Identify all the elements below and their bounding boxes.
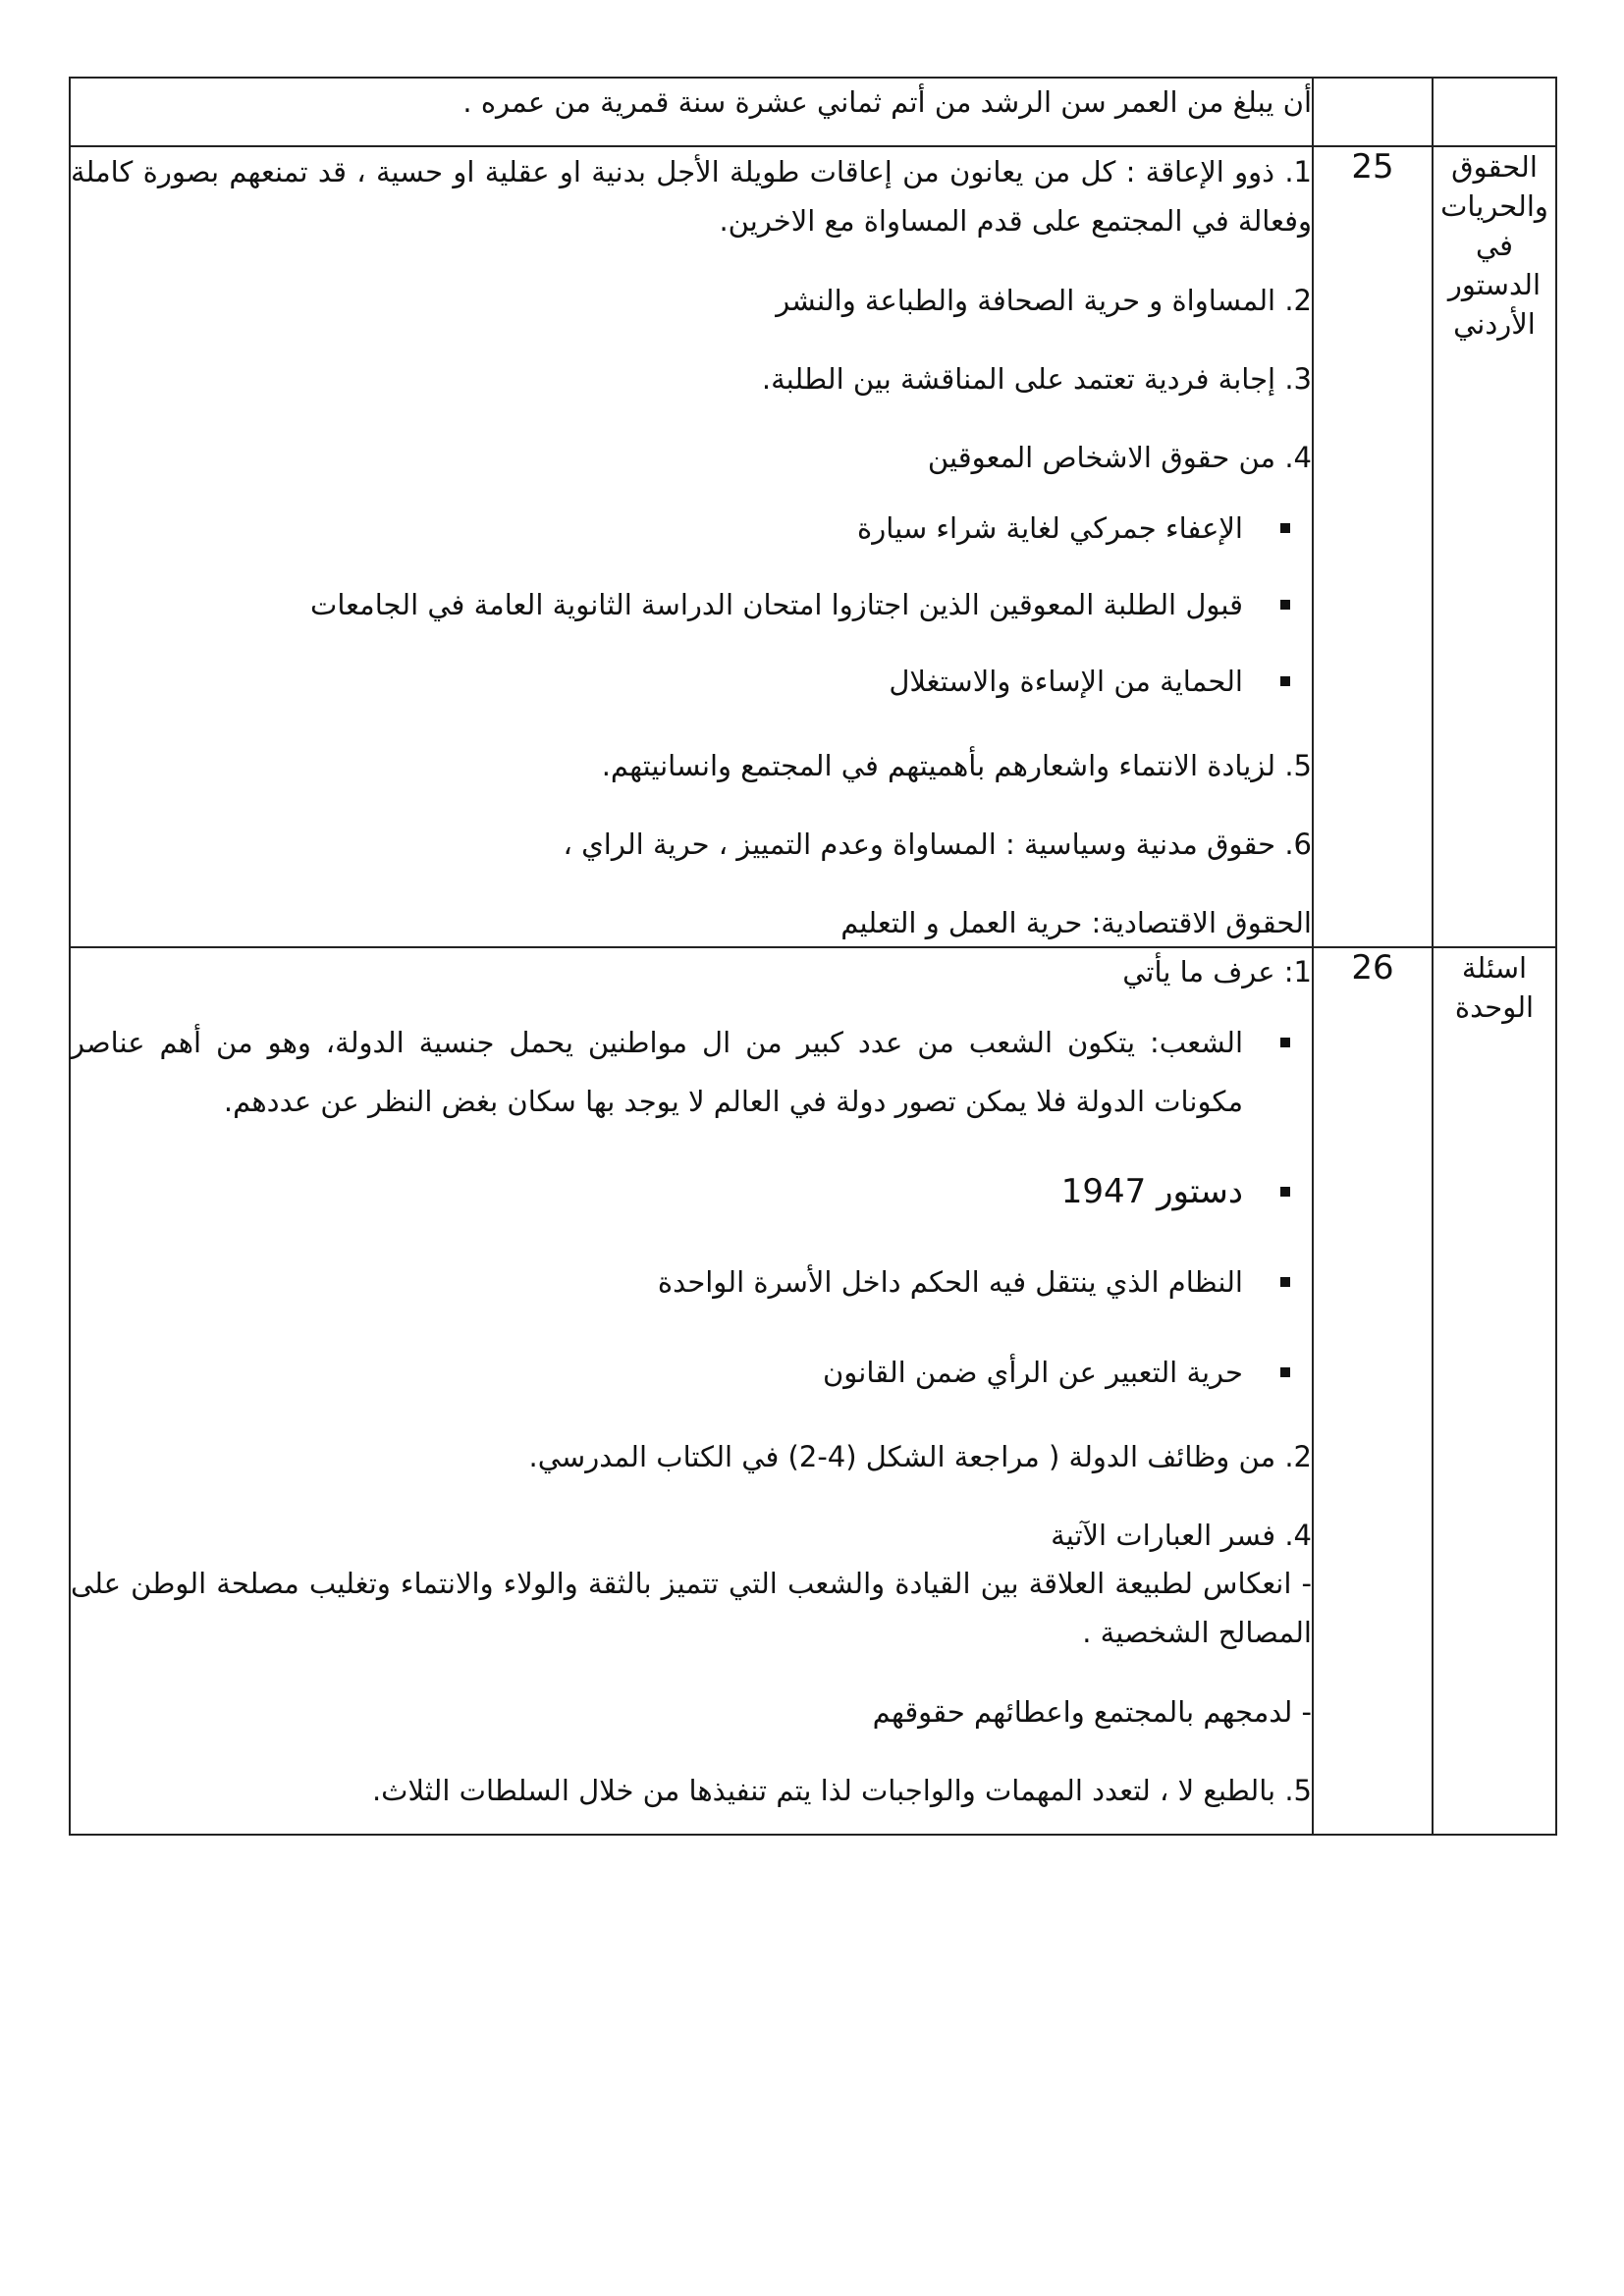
topic-cell bbox=[1433, 146, 1556, 947]
answer-item-2: 2. من وظائف الدولة ( مراجعة الشكل (4-2) في الكتاب المدرسي. bbox=[528, 1440, 1312, 1473]
answer-dash-1: - انعكاس لطبيعة العلاقة بين القيادة والشعب التي تتميز بالثقة والولاء والانتماء وتغليب مصلحة الوطن على المصالح الشخصية . bbox=[71, 1567, 1312, 1649]
bullet-item: دستور 1947 bbox=[71, 1162, 1243, 1221]
answer-item-1: 1. ذوو الإعاقة : كل من يعانون من إعاقات طويلة الأجل بدنية او عقلية او حسية ، قد تمنعهم بصورة كاملة وفعالة في المجتمع على قدم المساواة مع الاخرين. bbox=[71, 155, 1312, 238]
answer-item-4: 4. فسر العبارات الآتية bbox=[1051, 1519, 1312, 1552]
number-cell bbox=[1313, 146, 1433, 947]
answer-key-table bbox=[69, 77, 1557, 1836]
topic-label: الحقوق والحريات في الدستور الأردني bbox=[1440, 150, 1548, 341]
bullet-item: الحماية من الإساءة والاستغلال bbox=[71, 652, 1243, 711]
table-row-26 bbox=[70, 947, 1556, 1835]
answer-text: أن يبلغ من العمر سن الرشد من أتم ثماني عشرة سنة قمرية من عمره . bbox=[462, 85, 1312, 119]
table-row-25 bbox=[70, 146, 1556, 947]
table-row-continuation bbox=[70, 78, 1556, 146]
answer-item-5: 5. بالطبع لا ، لتعدد المهمات والواجبات لذا يتم تنفيذها من خلال السلطات الثلاث. bbox=[371, 1774, 1312, 1807]
bullet-list bbox=[71, 1013, 1312, 1402]
answer-item-4: 4. من حقوق الاشخاص المعوقين bbox=[927, 441, 1312, 474]
bullet-item: الشعب: يتكون الشعب من عدد كبير من ال مواطنين يحمل جنسية الدولة، وهو من أهم عناصر مكونات الدولة فلا يمكن تصور دولة في العالم لا يوجد بها سكان بغض النظر عن عددهم. bbox=[71, 1013, 1243, 1131]
answer-item-5: 5. لزيادة الانتماء واشعارهم بأهميتهم في المجتمع وانسانيتهم. bbox=[601, 749, 1312, 782]
number-cell-empty bbox=[1313, 78, 1433, 146]
bullet-item: قبول الطلبة المعوقين الذين اجتازوا امتحان الدراسة الثانوية العامة في الجامعات bbox=[71, 575, 1243, 634]
answer-dash-2: - لدمجهم بالمجتمع واعطائهم حقوقهم bbox=[872, 1695, 1312, 1729]
answer-item-1: 1: عرف ما يأتي bbox=[1122, 955, 1312, 988]
question-number: 25 bbox=[1351, 147, 1394, 187]
answer-item-3: 3. إجابة فردية تعتمد على المناقشة بين الطلبة. bbox=[761, 362, 1312, 396]
bullet-item: النظام الذي ينتقل فيه الحكم داخل الأسرة الواحدة bbox=[71, 1253, 1243, 1311]
number-cell bbox=[1313, 947, 1433, 1835]
answer-cell bbox=[70, 146, 1313, 947]
answer-cell bbox=[70, 78, 1313, 146]
answer-cell bbox=[70, 947, 1313, 1835]
question-number: 26 bbox=[1351, 948, 1394, 988]
answer-item-6b: الحقوق الاقتصادية: حرية العمل و التعليم bbox=[840, 906, 1312, 939]
bullet-item: حرية التعبير عن الرأي ضمن القانون bbox=[71, 1343, 1243, 1402]
topic-cell-empty bbox=[1433, 78, 1556, 146]
topic-label: اسئلة الوحدة bbox=[1454, 951, 1535, 1024]
bullet-item: الإعفاء جمركي لغاية شراء سيارة bbox=[71, 499, 1243, 558]
topic-cell bbox=[1433, 947, 1556, 1835]
answer-item-2: 2. المساواة و حرية الصحافة والطباعة والنشر bbox=[776, 284, 1312, 317]
answer-item-6: 6. حقوق مدنية وسياسية : المساواة وعدم التمييز ، حرية الراي ، bbox=[563, 828, 1312, 861]
bullet-list bbox=[71, 499, 1312, 711]
